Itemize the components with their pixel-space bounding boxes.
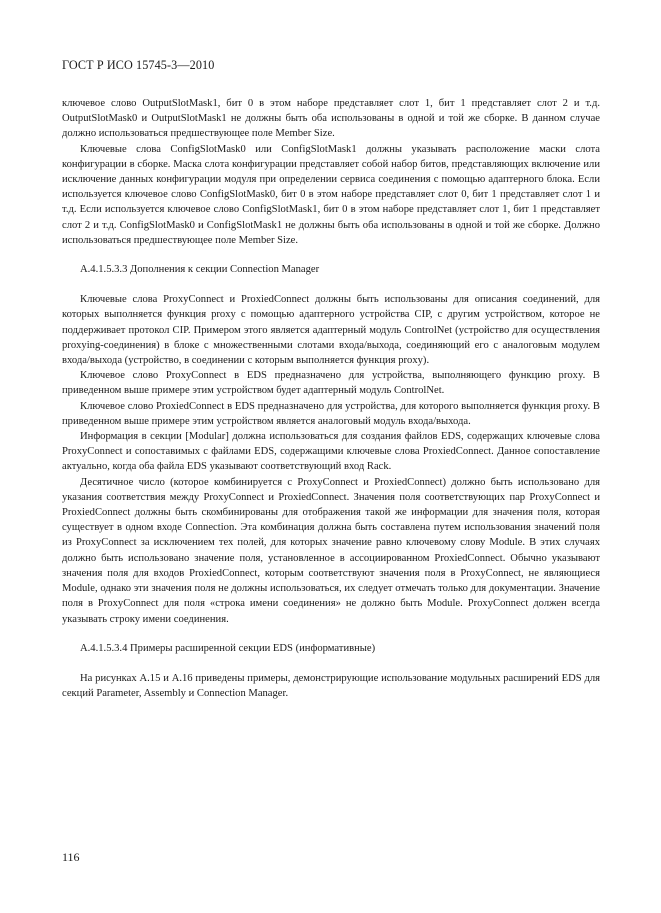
paragraph-proxiedconnect: Ключевое слово ProxiedConnect в EDS предназначено для устройства, для которого выполняется функция proxy. В приведенном выше примере этим устройством является аналоговый модуль входа/выхода.: [62, 400, 600, 427]
section-heading-eds-examples: A.4.1.5.3.4 Примеры расширенной секции EDS (информативные): [80, 642, 376, 654]
section-heading-connection-manager: A.4.1.5.3.3 Дополнения к секции Connection Manager: [80, 264, 320, 276]
page-body: [62, 96, 600, 701]
paragraph-config-slot-mask: Ключевые слова ConfigSlotMask0 или ConfigSlotMask1 должны указывать расположение маски слота конфигурации в сборке. Маска слота конфигурации представляет собой набор битов, представляющих включение или исключение данных конфигурации модуля при определении сервиса соединения с помощью адаптерного блока. Если используется ключевое слово ConfigSlotMask0, бит 0 в этом наборе представляет слот 0, бит 1 представляет слот 1 и т.д. Если используется ключевое слово ConfigSlotMask1, бит 0 в этом наборе представляет слот 1, бит 1 представляет слот 2 и т.д. ConfigSlotMask0 и ConfigSlotMask1 не должны быть оба использованы в одной и той же сборке. Должно использоваться предшествующее поле Member Size.: [62, 143, 600, 246]
paragraph-modular-section: Информация в секции [Modular] должна использоваться для создания файлов EDS, содержащих ключевые слова ProxyConnect и сопоставимых с файлами EDS, содержащими ключевые слова ProxiedConnect. Данное сопоставление актуально, когда оба файла EDS указывают соответствующий вход Rack.: [62, 431, 600, 473]
paragraph-figures-reference: На рисунках A.15 и A.16 приведены примеры, демонстрирующие использование модульных расширений EDS для секций Parameter, Assembly и Connection Manager.: [62, 672, 600, 700]
paragraph-proxy-keywords: Ключевые слова ProxyConnect и ProxiedConnect должны быть использованы для описания соединений, для которых выполняется функция proxy с помощью адаптерного устройства CIP, с другим устройством, которое не поддерживает протокол CIP. Примером этого является адаптерный модуль ControlNet (устройство для осуществления proxying-соединения) в блоке с множественными слотами входа/выхода, соединяющий его с аналоговым модулем входа/выхода (устройство, в соединении с которым выполняется функция proxy).: [62, 294, 600, 367]
paragraph-proxyconnect: Ключевое слово ProxyConnect в EDS предназначено для устройства, выполняющего функцию proxy. В приведенном выше примере этим устройством будет адаптерный модуль ControlNet.: [62, 370, 600, 397]
paragraph-decimal-number: Десятичное число (которое комбинируется с ProxyConnect и ProxiedConnect) должно быть использовано для указания соответствия между ProxyConnect и ProxiedConnect. Значения поля соответствующих пар ProxyConnect и ProxiedConnect должны быть скомбинированы для отображения такой же информации для значения поля, которая существует в одном входе Connection. Эта комбинация должна быть составлена путем использования значений поля из ProxyConnect за исключением тех полей, для которых значение равно ключевому слову Module. В этих случаях должно быть использовано значение поля, установленное в ассоциированном ProxiedConnect. Обычно указывают значения поля для входов ProxiedConnect, которым соответствуют значения поля в ProxyConnect, не являющиеся Module, однако эти значения поля не должны использоваться, их следует отмечать только для документации. Значение поля в ProxyConnect для поля «строка имени соединения» не должно быть Module. ProxyConnect должен всегда указывать строку имени соединения.: [62, 476, 600, 625]
paragraph-output-slot-mask: ключевое слово OutputSlotMask1, бит 0 в этом наборе представляет слот 1, бит 1 представляет слот 2 и т.д. OutputSlotMask0 и OutputSlotMask1 не должны быть оба использованы в одной и той же сборке. В данном случае должно использоваться предшествующее поле Member Size.: [62, 98, 600, 140]
page-number: 116: [62, 850, 80, 864]
document-header: ГОСТ Р ИСО 15745-3—2010: [62, 58, 215, 72]
